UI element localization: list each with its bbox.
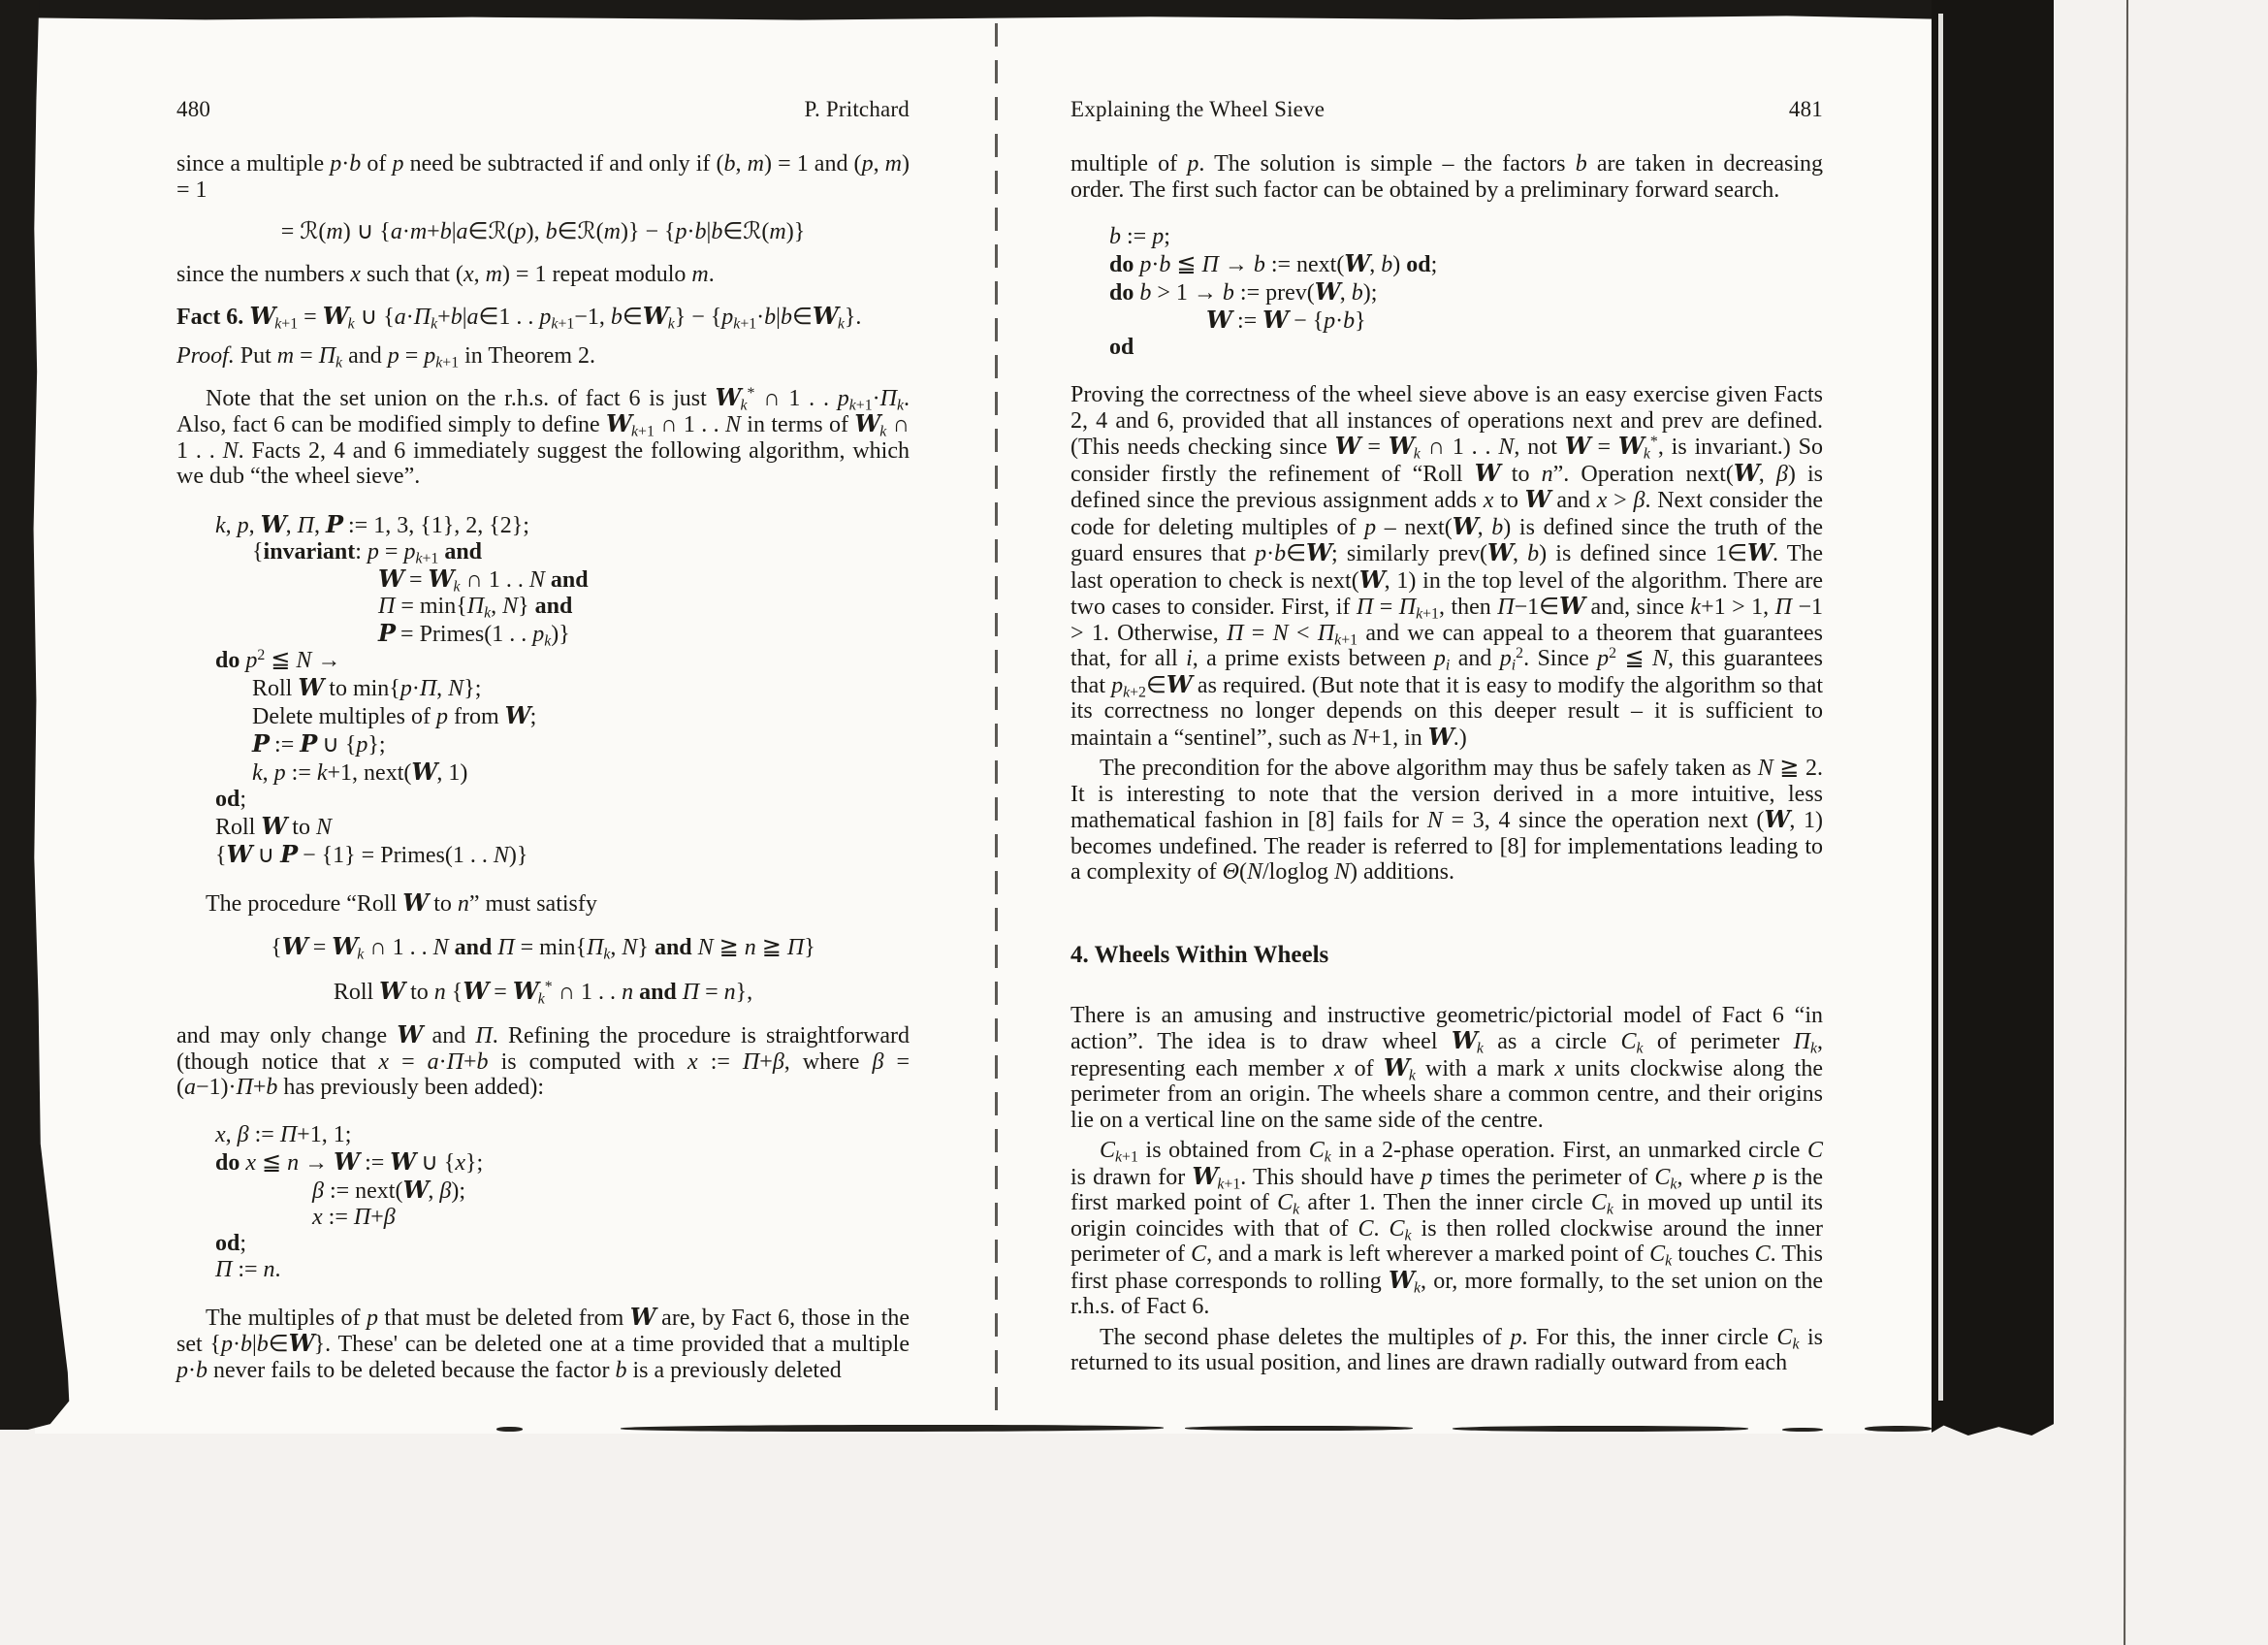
algorithm-line: b := p; xyxy=(1109,224,1170,249)
section-heading: 4. Wheels Within Wheels xyxy=(1070,941,1329,968)
algorithm-line: {invariant: $p = p_{k+1}$ and xyxy=(252,538,483,566)
algorithm-line: $W = W_k$ ∩ 1 . . N and xyxy=(378,564,589,595)
paragraph: The procedure “Roll W to n” must satisfy xyxy=(206,887,597,917)
algorithm-line: k, p, W, Π, P := 1, 3, {1}, 2, {2}; xyxy=(215,509,529,538)
scan-border-right-band xyxy=(1932,0,2054,1435)
display-equation: Roll W to n {$W = W_k^*$ ∩ 1 . . n and Π = n}, xyxy=(333,977,753,1008)
page-bottom-edge-segment xyxy=(1185,1426,1413,1431)
algorithm-line: P := P ∪ {p}; xyxy=(252,728,386,758)
paragraph: Proving the correctness of the wheel sieve above is an easy exercise given Facts 2, 4 and 6, provided that all instances of operations next and prev are defined. (This needs checking since $W = W_k$ ∩ 1 . . N, not $W = W_k^*$, is invariant.) So consider firstly the refinement of “Roll W to n”. Operation next(W, β) is defined since the previous assignment adds x to W and x > β. Next consider the code for deleting multiples of p – next(W, b) is defined since the truth of the guard ensures that p·b∈W; similarly prev(W, b) is defined since 1∈W. The last operation to check is next(W, 1) in the top level of the algorithm. There are two cases to consider. First, if $\Pi = \Pi_{k+1}$, then Π−1∈W and, since k+1 > 1, Π −1 > 1. Otherwise, $\Pi = N < \Pi_{k+1}$ and we can appeal to a theorem that guarantees that, for all i, a prime exists between $p_i$ and $p_i^2$. Since $p^2$ ≦ N, this guarantees that $p_{k+2}\in W$ as required. (But note that it is easy to modify the algorithm so that its correctness no longer depends on this deeper result – it is sufficient to maintain a “sentinel”, such as N+1, in W.) xyxy=(1070,382,1824,751)
page-number-left: 480 xyxy=(176,97,211,121)
algorithm-line: P = Primes(1 . . $p_k$)} xyxy=(378,618,570,649)
paragraph: since a multiple p·b of p need be subtracted if and only if (b, m) = 1 and (p, m) = 1 xyxy=(176,151,910,203)
paragraph: Note that the set union on the r.h.s. of fact 6 is just $W_k^*$ ∩ 1 . . $p_{k+1}\cdot\Pi_k$. Also, fact 6 can be modified simply to define $W_{k+1}$ ∩ 1 . . N in terms of $W_k$ ∩ 1 . . N. Facts 2, 4 and 6 immediately suggest the following algorithm, which we dub “the wheel sieve”. xyxy=(176,382,910,489)
algorithm-line: Roll W to N xyxy=(215,811,332,840)
algorithm-line: do b > 1 → b := prev(W, b); xyxy=(1109,277,1378,306)
algorithm-line: k, p := k+1, next(W, 1) xyxy=(252,757,468,786)
scanner-paper-edge-line xyxy=(2124,0,2128,1645)
algorithm-line: W := W − {p·b} xyxy=(1206,306,1366,334)
page-bottom-edge-segment xyxy=(1865,1426,1932,1432)
page-gutter-dashed-line xyxy=(995,23,998,1420)
page-bottom-edge-segment xyxy=(1782,1428,1823,1432)
paragraph: $C_{k+1}$ is obtained from $C_k$ in a 2-phase operation. First, an unmarked circle C is drawn for $W_{k+1}$. This should have p times the perimeter of $C_k$, where p is the first marked point of $C_k$ after 1. Then the inner circle $C_k$ in moved up until its origin coincides with that of C. $C_k$ is then rolled clockwise around the inner perimeter of C, and a mark is left wherever a marked point of $C_k$ touches C. This first phase corresponds to rolling $W_k$, or, more formally, to the set union on the r.h.s. of Fact 6. xyxy=(1070,1138,1824,1319)
page-480 xyxy=(176,97,910,1388)
page-number-right: 481 xyxy=(1788,97,1823,121)
algorithm-line: od; xyxy=(215,1230,247,1256)
paragraph: The second phase deletes the multiples of p. For this, the inner circle $C_k$ is returned to its usual position, and lines are drawn radially outward from each xyxy=(1070,1324,1823,1375)
running-head-author: P. Pritchard xyxy=(804,97,910,121)
paragraph: There is an amusing and instructive geometric/pictorial model of Fact 6 “in action”. The idea is to draw wheel $W_k$ as a circle $C_k$ of perimeter $\Pi_k$, representing each member x of $W_k$ with a mark x units clockwise along the perimeter from an origin. The wheels share a common centre, and their origins lie on a vertical line on the same side of the centre. xyxy=(1070,1002,1823,1133)
algorithm-line: {W ∪ P − {1} = Primes(1 . . N)} xyxy=(215,839,528,868)
algorithm-line: Roll W to min{p·Π, N}; xyxy=(252,672,482,701)
paragraph: The precondition for the above algorithm may thus be safely taken as N ≧ 2. It is interesting to note that the version derived in a more intuitive, less mathematical fashion in [8] fails for N = 3, 4 since the operation next (W, 1) becomes undefined. The reader is referred to [8] for implementations leading to a complexity of Θ(N/loglog N) additions. xyxy=(1070,756,1823,885)
algorithm-line: Π := n. xyxy=(215,1256,281,1282)
paragraph: since the numbers x such that (x, m) = 1 repeat modulo m. xyxy=(176,262,715,287)
page-bottom-edge-segment xyxy=(1453,1426,1748,1432)
algorithm-line: do x ≦ n → W := W ∪ {x}; xyxy=(215,1146,484,1176)
algorithm-line: od; xyxy=(215,786,247,812)
page-481 xyxy=(1070,97,1823,1381)
left-column-text xyxy=(176,151,910,1383)
running-head-left xyxy=(176,97,910,122)
page-edge-highlight xyxy=(1938,14,1943,1401)
display-equation: = ℛ(m) ∪ {a·m+b|a∈ℛ(p), b∈ℛ(m)} − {p·b|b∈ℛ(m)} xyxy=(280,219,806,244)
algorithm-line: $\Pi = \min\{\Pi_k$, N} and xyxy=(378,593,573,621)
algorithm-line: do p·b ≦ Π → b := next(W, b) od; xyxy=(1109,249,1438,277)
paragraph: Fact 6. $W_{k+1} = W_k$ ∪ {$a\cdot\Pi_k+b|a\in 1$ . . $p_{k+1}-1$, $b\in W_k$} − $\{p_{k+1}\cdot b|b\in W_k\}$. xyxy=(176,301,862,332)
paragraph: Proof. Put $m = \Pi_k$ and $p = p_{k+1}$ in Theorem 2. xyxy=(176,343,595,371)
algorithm-line: do $p^2$ ≦ N → xyxy=(215,646,341,673)
paragraph: The multiples of p that must be deleted from W are, by Fact 6, those in the set {p·b|b∈W}. These' can be deleted one at a time provided that a multiple p·b never fails to be deleted because the factor b is a previously deleted xyxy=(176,1302,910,1383)
algorithm-block xyxy=(215,511,910,869)
algorithm-line: od xyxy=(1109,335,1134,360)
running-head-right xyxy=(1070,97,1823,122)
algorithm-line: x, β := Π+1, 1; xyxy=(215,1121,352,1147)
algorithm-block xyxy=(215,1122,910,1283)
algorithm-block xyxy=(1109,224,1823,361)
algorithm-line: β := next(W, β); xyxy=(312,1175,466,1204)
display-equation: {$W = W_k$ ∩ 1 . . N and $\Pi = \min\{\Pi_k$, N} and N ≧ n ≧ Π} xyxy=(271,932,815,963)
algorithm-line: Delete multiples of p from W; xyxy=(252,700,537,729)
paragraph: and may only change W and Π. Refining the procedure is straightforward (though notice that x = a·Π+b is computed with x := Π+β, where β = (a−1)·Π+b has previously been added): xyxy=(176,1020,910,1100)
running-head-title: Explaining the Wheel Sieve xyxy=(1070,97,1326,121)
algorithm-line: x := Π+β xyxy=(312,1204,396,1230)
paragraph: multiple of p. The solution is simple – the factors b are taken in decreasing order. The first such factor can be obtained by a preliminary forward search. xyxy=(1070,151,1823,203)
page-bottom-edge-segment xyxy=(496,1427,523,1432)
right-column-text xyxy=(1070,151,1823,1376)
